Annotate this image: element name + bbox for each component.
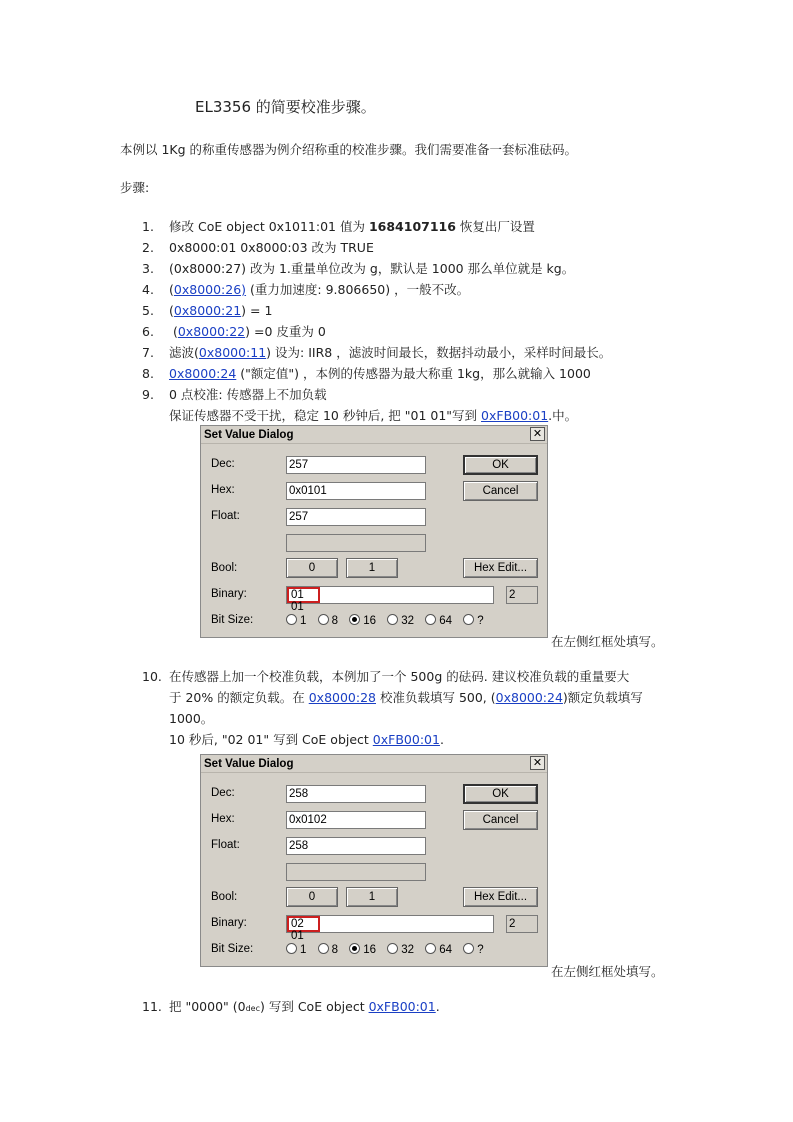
step-number: 4.: [142, 282, 154, 297]
step-10: [142, 666, 643, 750]
step-5: [142, 300, 611, 321]
hex-input[interactable]: 0x0101: [286, 482, 426, 500]
step-text: ) =0 皮重为 0: [245, 324, 326, 339]
set-value-dialog-2: [200, 754, 548, 967]
binary-input[interactable]: [286, 586, 494, 613]
set-value-dialog-1: [200, 425, 548, 638]
hex-label: Hex:: [211, 813, 235, 825]
hex-edit-button[interactable]: Hex Edit...: [463, 887, 538, 907]
dialog-title: Set Value Dialog: [201, 426, 547, 444]
step-9-continued: [142, 405, 611, 426]
step-number: 9.: [142, 387, 154, 402]
bool-1-button[interactable]: 1: [346, 558, 398, 578]
object-link[interactable]: 0x8000:24: [169, 366, 237, 381]
ok-button[interactable]: OK: [463, 784, 538, 804]
step-text: 0x8000:01 0x8000:03 改为 TRUE: [169, 240, 374, 255]
byte-size-field: 2: [506, 915, 538, 933]
string-input[interactable]: [286, 863, 426, 881]
step-text: 于 20% 的额定负载。在: [169, 690, 309, 705]
bitsize-label: Bit Size:: [211, 614, 254, 626]
object-link[interactable]: 0x8000:28: [308, 690, 376, 705]
step-number: 10.: [142, 669, 162, 684]
radio-64[interactable]: 64: [425, 943, 452, 956]
dec-input[interactable]: 257: [286, 456, 426, 474]
step-text: .: [439, 732, 444, 747]
object-link[interactable]: 0x8000:11: [198, 345, 267, 360]
step-text: ("额定值") ，本例的传感器为最大称重 1kg，那么就输入 1000: [236, 366, 591, 381]
step-number: 3.: [142, 261, 154, 276]
step-text: ) 写到 CoE object: [260, 999, 369, 1014]
object-link[interactable]: 0xFB00:01: [481, 408, 549, 423]
object-link[interactable]: 0xFB00:01: [372, 732, 440, 747]
step-number: 5.: [142, 303, 154, 318]
ok-button[interactable]: OK: [463, 455, 538, 475]
close-icon[interactable]: ✕: [530, 756, 545, 770]
hex-input[interactable]: 0x0102: [286, 811, 426, 829]
step-text: .: [435, 999, 440, 1014]
step-text: 校准负载填写 500, (: [376, 690, 496, 705]
binary-label: Binary:: [211, 588, 247, 600]
object-link[interactable]: 0xFB00:01: [368, 999, 436, 1014]
step-text: ) 设为: IIR8 ，滤波时间最长，数据抖动最小，采样时间最长。: [266, 345, 612, 360]
bitsize-radio-group: [286, 943, 492, 956]
bitsize-radio-group: [286, 614, 492, 627]
step-text: )额定负载填写: [562, 690, 643, 705]
steps-list: [142, 216, 611, 426]
dialog-title: Set Value Dialog: [201, 755, 547, 773]
step-text: 保证传感器不受干扰，稳定 10 秒钟后, 把 "01 01"写到: [169, 408, 482, 423]
step-text: (重力加速度: 9.806650) ，一般不改。: [246, 282, 470, 297]
binary-label: Binary:: [211, 917, 247, 929]
step-text: .中。: [548, 408, 578, 423]
bool-label: Bool:: [211, 562, 238, 574]
cancel-button[interactable]: Cancel: [463, 810, 538, 830]
step-7: [142, 342, 611, 363]
step-text: (: [169, 282, 174, 297]
step-6: [142, 321, 611, 342]
cancel-button[interactable]: Cancel: [463, 481, 538, 501]
radio-8[interactable]: 8: [318, 943, 338, 956]
radio-1[interactable]: 1: [286, 943, 306, 956]
step-text: 恢复出厂设置: [455, 219, 535, 234]
float-input[interactable]: 257: [286, 508, 426, 526]
step-number: 11.: [142, 999, 162, 1014]
step-text: 1000。: [169, 711, 214, 726]
step-2: [142, 237, 611, 258]
dec-input[interactable]: 258: [286, 785, 426, 803]
step-text: (: [169, 324, 178, 339]
radio-any[interactable]: ?: [463, 614, 483, 627]
bool-label: Bool:: [211, 891, 238, 903]
object-link[interactable]: 0x8000:22: [177, 324, 246, 339]
radio-1[interactable]: 1: [286, 614, 306, 627]
intro-paragraph: 本例以 1Kg 的称重传感器为例介绍称重的校准步骤。我们需要准备一套标准砝码。: [120, 142, 578, 157]
steps-label: 步骤:: [120, 180, 150, 195]
bool-0-button[interactable]: 0: [286, 887, 338, 907]
string-input[interactable]: [286, 534, 426, 552]
byte-size-field: 2: [506, 586, 538, 604]
radio-16[interactable]: 16: [349, 943, 376, 956]
step-text: 在传感器上加一个校准负载，本例加了一个 500g 的砝码. 建议校准负载的重量要大: [169, 669, 630, 684]
object-link[interactable]: 0x8000:21: [173, 303, 242, 318]
step-text: (0x8000:27) 改为 1.重量单位改为 g，默认是 1000 那么单位就是 kg。: [169, 261, 575, 276]
step-number: 7.: [142, 345, 154, 360]
radio-64[interactable]: 64: [425, 614, 452, 627]
radio-32[interactable]: 32: [387, 614, 414, 627]
step-8: [142, 363, 611, 384]
fill-note-2: 在左侧红框处填写。: [551, 964, 664, 979]
dec-label: Dec:: [211, 458, 235, 470]
fill-note-1: 在左侧红框处填写。: [551, 634, 664, 649]
binary-input[interactable]: [286, 915, 494, 942]
step-text: ) = 1: [241, 303, 273, 318]
radio-32[interactable]: 32: [387, 943, 414, 956]
step-text: 把 "0000" (0: [169, 999, 246, 1014]
step-number: 2.: [142, 240, 154, 255]
step-1: [142, 216, 611, 237]
step-9: [142, 384, 611, 405]
close-icon[interactable]: ✕: [530, 427, 545, 441]
bool-1-button[interactable]: 1: [346, 887, 398, 907]
radio-any[interactable]: ?: [463, 943, 483, 956]
step-number: 1.: [142, 219, 154, 234]
object-link[interactable]: 0x8000:24: [495, 690, 563, 705]
bitsize-label: Bit Size:: [211, 943, 254, 955]
step-text: 10 秒后, "02 01" 写到 CoE object: [169, 732, 373, 747]
hex-label: Hex:: [211, 484, 235, 496]
bool-0-button[interactable]: 0: [286, 558, 338, 578]
step-11: [142, 996, 440, 1019]
hex-edit-button[interactable]: Hex Edit...: [463, 558, 538, 578]
step-text: 修改 CoE object 0x1011:01 值为: [169, 219, 369, 234]
dec-label: Dec:: [211, 787, 235, 799]
step-3: [142, 258, 611, 279]
step-text: (: [169, 303, 174, 318]
radio-16[interactable]: 16: [349, 614, 376, 627]
step-bold-value: 1684107116: [368, 219, 456, 234]
binary-highlight-box: 02 01: [287, 916, 320, 932]
step-number: 6.: [142, 324, 154, 339]
step-4: [142, 279, 611, 300]
binary-highlight-box: 01 01: [287, 587, 320, 603]
object-link[interactable]: 0x8000:26): [173, 282, 247, 297]
step-text: 滤波(: [169, 345, 199, 360]
step-number: 8.: [142, 366, 154, 381]
subscript: dec: [245, 1004, 260, 1013]
float-label: Float:: [211, 839, 240, 851]
float-input[interactable]: 258: [286, 837, 426, 855]
step-text: 0 点校准: 传感器上不加负载: [169, 387, 327, 402]
radio-8[interactable]: 8: [318, 614, 338, 627]
float-label: Float:: [211, 510, 240, 522]
page-title: EL3356 的简要校准步骤。: [195, 98, 376, 116]
